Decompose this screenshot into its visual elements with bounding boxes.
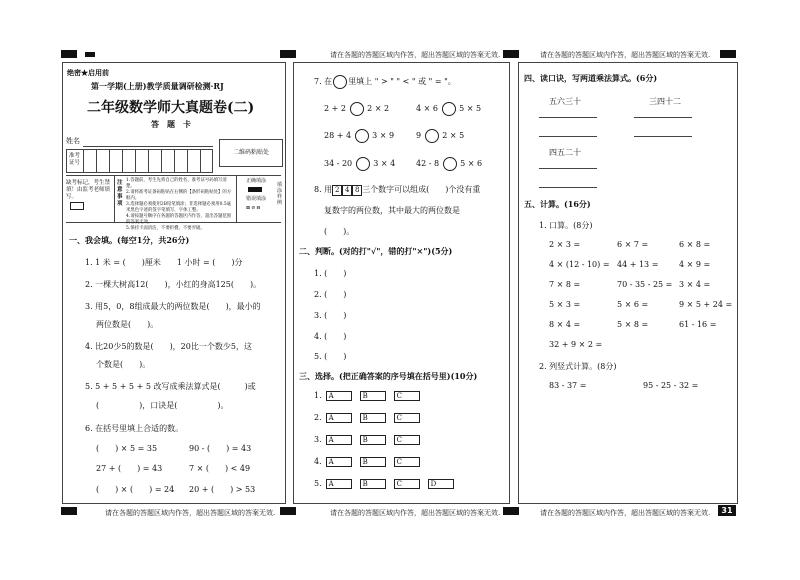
name-line <box>83 146 213 147</box>
chant-label: 四五二十 <box>549 148 581 157</box>
compare-row <box>324 102 389 116</box>
absent-mark-note: 缺考标记，考生禁填！由监考老师填写。 <box>66 180 111 200</box>
notes-block <box>66 175 283 231</box>
choice-row <box>314 435 428 445</box>
notes-title: 注 意 事 项 <box>117 180 123 207</box>
question-3-cont: 两位数是( )。 <box>96 320 159 329</box>
calc-item: 44 + 13 = <box>617 260 659 269</box>
exam-number-grid[interactable] <box>66 149 213 173</box>
question-3: 3. 用5，0，8组成最大的两位数是( )，最小的 <box>85 302 261 311</box>
registration-mark <box>280 507 296 515</box>
question-8-cont: 复数字的两位数，其中最大的两位数是 <box>324 206 460 215</box>
choice-number: 5. <box>314 479 322 488</box>
judge-item[interactable]: 4. ( ) <box>314 332 347 341</box>
choice-row <box>314 413 428 423</box>
fill-correct-sample <box>248 187 262 192</box>
compare-left: 42 - 8 <box>416 159 440 168</box>
compare-left: 34 - 20 <box>324 159 353 168</box>
registration-mark <box>503 507 519 515</box>
compare-row <box>416 129 464 143</box>
answer-circle[interactable] <box>355 129 369 143</box>
header-warning: 请在各题的答题区域内作答，超出答题区域的答案无效. <box>330 51 501 59</box>
question-2: 2. 一棵大树高12( )，小红的身高125( )。 <box>85 280 262 289</box>
judge-item[interactable]: 3. ( ) <box>314 311 347 320</box>
answer-circle[interactable] <box>356 157 370 171</box>
compare-right: 2 × 5 <box>442 131 465 140</box>
option-a[interactable]: A <box>326 413 352 423</box>
answer-line[interactable] <box>634 135 692 137</box>
footer-warning: 请在各题的答题区域内作答，超出答题区域的答案无效. <box>330 509 501 517</box>
note-line: 2.请将准考证条码粘贴在右侧的【条形码粘贴处】的方框内。 <box>126 190 232 201</box>
answer-line[interactable] <box>539 186 597 188</box>
answer-line[interactable] <box>539 167 597 169</box>
compare-right: 3 × 4 <box>373 159 396 168</box>
answer-circle[interactable] <box>350 102 364 116</box>
fill-wrong-label: 错误填涂 <box>246 196 267 202</box>
section-2-title: 二、判断。(对的打"√"，错的打"×")(5分) <box>299 246 453 256</box>
exam-subtitle: 第一学期(上册)教学质量调研检测·RJ <box>91 81 224 91</box>
answer-line[interactable] <box>539 135 597 137</box>
question-5: 5. 5 + 5 + 5 + 5 改写成乘法算式是( )或 <box>85 382 256 391</box>
section-1-title: 一、我会填。(每空1分，共26分) <box>69 235 190 245</box>
note-line: 3.选择题必须使用2B铅笔填涂；非选择题必须用0.5毫米黑色字迹的签字笔填写，字体工整。 <box>126 202 232 213</box>
questions-panel <box>293 62 510 504</box>
option-b[interactable]: B <box>360 457 386 467</box>
barcode-area: 二维码粘贴处 <box>219 139 283 167</box>
compare-left: 2 + 2 <box>324 104 346 113</box>
registration-mark <box>503 50 519 58</box>
name-label: 姓名 <box>66 137 80 145</box>
chant-label: 三四十二 <box>649 97 681 106</box>
registration-mark <box>720 50 736 58</box>
calc-item: 9 × 5 + 24 = <box>679 300 733 309</box>
choice-row <box>314 457 428 467</box>
q6-item: ( ) × ( ) = 24 <box>96 485 175 494</box>
note-line: 5.保持卡面清洁，不要折叠、不要弄破。 <box>126 226 205 231</box>
digit-card: 2 <box>332 185 342 196</box>
q7-prefix: 7. 在 <box>314 77 333 86</box>
section-5-title: 五、计算。(16分) <box>524 199 591 209</box>
option-a[interactable]: A <box>326 391 352 401</box>
compare-right: 2 × 2 <box>367 104 390 113</box>
question-6: 6. 在括号里填上合适的数。 <box>85 424 184 433</box>
fill-wrong-sample: ⊠⊘⊟ <box>246 205 262 211</box>
compare-left: 28 + 4 <box>324 131 352 140</box>
registration-mark <box>85 52 95 57</box>
option-c[interactable]: C <box>394 479 420 489</box>
option-b[interactable]: B <box>360 479 386 489</box>
option-c[interactable]: C <box>394 457 420 467</box>
judge-item[interactable]: 1. ( ) <box>314 269 347 278</box>
calc-item: 5 × 3 = <box>549 300 581 309</box>
calc-item: 7 × 8 = <box>549 280 581 289</box>
question-8 <box>314 184 480 196</box>
question-4-cont: 个数是( )。 <box>96 360 151 369</box>
calc-item: 3 × 4 = <box>679 280 711 289</box>
compare-circle-icon <box>333 75 347 89</box>
calc-item: 70 - 35 - 25 = <box>617 280 673 289</box>
option-c[interactable]: C <box>394 391 420 401</box>
question-7 <box>314 75 456 89</box>
question-5-cont: ( )，口诀是( )。 <box>96 401 229 410</box>
footer-warning: 请在各题的答题区域内作答，超出答题区域的答案无效. <box>105 509 276 517</box>
answer-card-label: 答 题 卡 <box>151 119 191 129</box>
choice-number: 3. <box>314 435 322 444</box>
judge-item[interactable]: 2. ( ) <box>314 290 347 299</box>
answer-circle[interactable] <box>443 157 457 171</box>
calc-item: 5 × 6 = <box>617 300 649 309</box>
q6-item: 20 + ( ) > 53 <box>189 485 256 494</box>
oral-calc-title: 1. 口算。(8分) <box>539 221 593 230</box>
calc-item: 4 × (12 - 10) = <box>549 260 610 269</box>
compare-row <box>324 157 395 171</box>
option-a[interactable]: A <box>326 435 352 445</box>
footer-warning: 请在各题的答题区域内作答，超出答题区域的答案无效. <box>540 509 711 517</box>
compare-left: 4 × 6 <box>416 104 438 113</box>
answer-line[interactable] <box>539 116 597 118</box>
question-1: 1. 1 米 = ( )厘米 1 小时 = ( )分 <box>85 258 243 267</box>
calc-item: 6 × 7 = <box>617 240 649 249</box>
choice-number: 4. <box>314 457 322 466</box>
option-a[interactable]: A <box>326 457 352 467</box>
answer-line[interactable] <box>634 116 692 118</box>
confidential-label: 绝密★启用前 <box>67 68 109 77</box>
calc-item: 8 × 4 = <box>549 320 581 329</box>
compare-right: 3 × 9 <box>372 131 395 140</box>
fill-correct-label: 正确填涂 <box>246 178 267 184</box>
fill-example-label: 填涂样例 <box>277 182 283 206</box>
option-b[interactable]: B <box>360 435 386 445</box>
vertical-calc-item: 95 - 25 - 32 = <box>643 381 699 390</box>
page-number: 31 <box>718 505 736 516</box>
q6-item: 7 × ( ) < 49 <box>189 464 251 473</box>
registration-mark <box>61 507 77 515</box>
answer-circle[interactable] <box>425 129 439 143</box>
section-4-title: 四、读口诀，写两道乘法算式。(6分) <box>524 73 658 83</box>
answer-card-panel <box>62 62 286 504</box>
q6-item: ( ) × 5 = 35 <box>96 444 158 453</box>
compare-row <box>416 102 481 116</box>
q6-item: 27 + ( ) = 43 <box>96 464 163 473</box>
judge-item[interactable]: 5. ( ) <box>314 352 347 361</box>
option-b[interactable]: B <box>360 391 386 401</box>
calc-item: 32 + 9 × 2 = <box>549 340 603 349</box>
q8-prefix: 8. 用 <box>314 185 333 194</box>
section-3-title: 三、选择。(把正确答案的序号填在括号里)(10分) <box>299 371 478 381</box>
choice-number: 1. <box>314 391 322 400</box>
digit-card: 8 <box>352 185 362 196</box>
calc-item: 4 × 9 = <box>679 260 711 269</box>
header-warning: 请在各题的答题区域内作答，超出答题区域的答案无效. <box>540 51 711 59</box>
calc-item: 2 × 3 = <box>549 240 581 249</box>
q7-suffix: 里填上 " > " " < " 或 " = "。 <box>348 77 456 86</box>
note-line: 1.答题前，考生先将自己的姓名、准考证号码填写清楚。 <box>126 178 227 189</box>
option-c[interactable]: C <box>394 435 420 445</box>
registration-mark <box>61 50 77 58</box>
vertical-calc-title: 2. 列竖式计算。(8分) <box>539 362 617 371</box>
compare-row <box>324 129 394 143</box>
choice-row <box>314 391 428 401</box>
compare-right: 5 × 5 <box>459 104 482 113</box>
calc-item: 5 × 8 = <box>617 320 649 329</box>
option-d[interactable]: D <box>428 479 454 489</box>
option-b[interactable]: B <box>360 413 386 423</box>
calc-item: 61 - 16 = <box>679 320 717 329</box>
compare-right: 5 × 6 <box>460 159 483 168</box>
note-line: 4.请按题号顺序在各题的答题区内作答，超出答题范围的答案无效。 <box>126 214 232 225</box>
vertical-calc-item: 83 - 37 = <box>549 381 587 390</box>
q6-item: 90 - ( ) = 43 <box>189 444 252 453</box>
absent-mark-box[interactable] <box>70 202 84 210</box>
choice-number: 2. <box>314 413 322 422</box>
digit-card: 4 <box>342 185 352 196</box>
registration-mark <box>280 50 296 58</box>
compare-row <box>416 157 482 171</box>
chant-label: 五六三十 <box>549 97 581 106</box>
calc-item: 6 × 8 = <box>679 240 711 249</box>
exam-title: 二年级数学师大真题卷(二) <box>87 100 255 116</box>
option-a[interactable]: A <box>326 479 352 489</box>
answer-circle[interactable] <box>442 102 456 116</box>
q8-text: 三个数字可以组成( )个没有重 <box>362 185 481 194</box>
option-c[interactable]: C <box>394 413 420 423</box>
exam-number-label: 准考 证号 <box>69 153 81 166</box>
choice-row <box>314 479 462 489</box>
question-8-cont: ( )。 <box>324 227 355 236</box>
calculation-panel <box>518 62 738 504</box>
compare-left: 9 <box>416 131 422 140</box>
question-4: 4. 比20少5的数是( )，20比一个数少5，这 <box>85 342 252 351</box>
